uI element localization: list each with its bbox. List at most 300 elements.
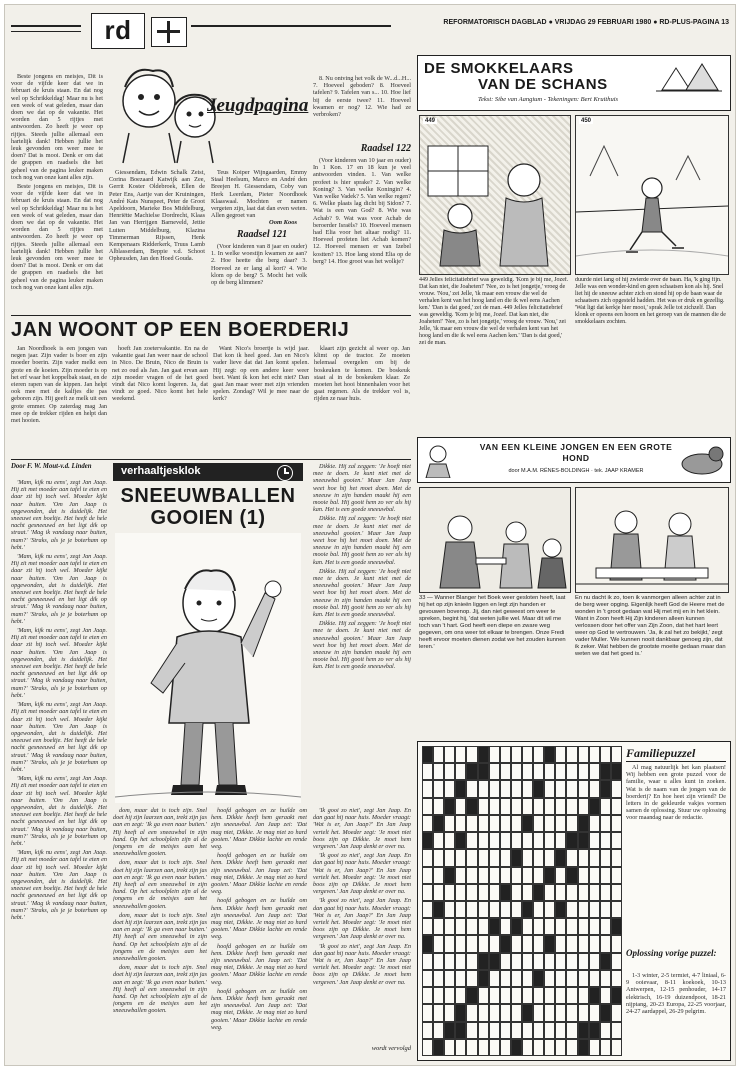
crossword-cell[interactable] — [489, 970, 500, 987]
crossword-cell[interactable] — [566, 884, 577, 901]
crossword-cell[interactable] — [566, 953, 577, 970]
crossword-cell[interactable] — [478, 798, 489, 815]
crossword-cell[interactable] — [589, 953, 600, 970]
crossword-cell[interactable] — [444, 849, 455, 866]
crossword-cell[interactable] — [478, 1039, 489, 1056]
crossword-cell[interactable] — [533, 746, 544, 763]
crossword-cell[interactable] — [533, 832, 544, 849]
crossword-cell[interactable] — [511, 798, 522, 815]
crossword-cell[interactable] — [444, 953, 455, 970]
crossword-cell[interactable] — [522, 953, 533, 970]
crossword-cell[interactable] — [555, 867, 566, 884]
crossword-cell[interactable] — [422, 798, 433, 815]
crossword-cell[interactable] — [511, 763, 522, 780]
crossword-cell[interactable] — [544, 798, 555, 815]
crossword-cell[interactable] — [489, 987, 500, 1004]
crossword-cell[interactable] — [444, 832, 455, 849]
crossword-cell[interactable] — [600, 884, 611, 901]
crossword-cell[interactable] — [555, 1004, 566, 1021]
smugglers-caption-450: duurde niet lang of hij zwierde over de baan. Ha, 'k ging fijn. Jelle was een wonder-kind en geen schaatsen kon als hij. Snel liet hij de sneeuw achter zich en stond hij op de baan waar de schaatsers zich opgesteld hadden. Het was er druk en gezellig. 'Wat ligt dat kerkje hier mooi,' sprak Jelle tot zichzelf. Dan klonk er opeens een hoorn en het geroep van de mannen die de smokkelaars zochten. — [575, 277, 726, 325]
crossword-cell[interactable] — [500, 746, 511, 763]
crossword-cell[interactable] — [522, 763, 533, 780]
crossword-cell[interactable] — [555, 918, 566, 935]
crossword-cell[interactable] — [466, 1004, 477, 1021]
crossword-cell[interactable] — [611, 832, 622, 849]
crossword-cell[interactable] — [466, 780, 477, 797]
crossword-cell[interactable] — [544, 1022, 555, 1039]
crossword-cell[interactable] — [522, 970, 533, 987]
crossword-cell[interactable] — [600, 849, 611, 866]
crossword-cell[interactable] — [589, 832, 600, 849]
crossword-cell[interactable] — [600, 987, 611, 1004]
smugglers-title-1: DE SMOKKELAARS — [424, 60, 574, 77]
crossword-cell[interactable] — [478, 1004, 489, 1021]
crossword-cell[interactable] — [466, 918, 477, 935]
crossword-cell[interactable] — [600, 1039, 611, 1056]
crossword-cell[interactable] — [533, 987, 544, 1004]
crossword-cell[interactable] — [489, 901, 500, 918]
crossword-cell[interactable] — [544, 901, 555, 918]
crossword-cell[interactable] — [455, 987, 466, 1004]
crossword-cell[interactable] — [511, 832, 522, 849]
crossword-cell[interactable] — [566, 746, 577, 763]
crossword-cell[interactable] — [600, 815, 611, 832]
crossword-cell[interactable] — [578, 935, 589, 952]
smugglers-header-illustration — [656, 60, 722, 94]
crossword-cell[interactable] — [578, 763, 589, 780]
crossword-cell[interactable] — [544, 884, 555, 901]
crossword-cell[interactable] — [522, 867, 533, 884]
crossword-cell[interactable] — [566, 798, 577, 815]
crossword-cell[interactable] — [578, 901, 589, 918]
crossword-black-cell — [578, 832, 589, 849]
crossword-cell[interactable] — [522, 918, 533, 935]
crossword-cell[interactable] — [500, 953, 511, 970]
crossword-cell[interactable] — [544, 1039, 555, 1056]
crossword-cell[interactable] — [511, 867, 522, 884]
crossword-cell[interactable] — [422, 953, 433, 970]
crossword-cell[interactable] — [455, 970, 466, 987]
crossword-cell[interactable] — [589, 884, 600, 901]
crossword-cell[interactable] — [422, 763, 433, 780]
crossword-black-cell — [433, 901, 444, 918]
crossword-cell[interactable] — [611, 1039, 622, 1056]
crossword-cell[interactable] — [566, 780, 577, 797]
crossword-cell[interactable] — [578, 780, 589, 797]
crossword-cell[interactable] — [489, 884, 500, 901]
crossword-cell[interactable] — [533, 867, 544, 884]
crossword-cell[interactable] — [489, 798, 500, 815]
crossword-cell[interactable] — [600, 746, 611, 763]
crossword-cell[interactable] — [422, 1004, 433, 1021]
crossword-cell[interactable] — [555, 780, 566, 797]
crossword-cell[interactable] — [478, 832, 489, 849]
crossword-cell[interactable] — [433, 867, 444, 884]
crossword-cell[interactable] — [422, 1022, 433, 1039]
crossword-cell[interactable] — [433, 935, 444, 952]
crossword-cell[interactable] — [533, 935, 544, 952]
crossword-cell[interactable] — [489, 849, 500, 866]
crossword-cell[interactable] — [511, 746, 522, 763]
crossword-cell[interactable] — [566, 1039, 577, 1056]
crossword-cell[interactable] — [500, 849, 511, 866]
crossword-cell[interactable] — [466, 970, 477, 987]
crossword-cell[interactable] — [533, 1022, 544, 1039]
crossword-cell[interactable] — [589, 1039, 600, 1056]
crossword-cell[interactable] — [589, 849, 600, 866]
crossword-cell[interactable] — [511, 1022, 522, 1039]
crossword-cell[interactable] — [522, 849, 533, 866]
crossword-cell[interactable] — [500, 763, 511, 780]
crossword-cell[interactable] — [611, 970, 622, 987]
crossword-black-cell — [511, 849, 522, 866]
crossword-cell[interactable] — [466, 1022, 477, 1039]
crossword-cell[interactable] — [455, 901, 466, 918]
smugglers-credits: Tekst: Sibe van Aangium - Tekeningen: Bert Kruithuis — [478, 96, 619, 103]
crossword-cell[interactable] — [500, 970, 511, 987]
crossword-cell[interactable] — [444, 763, 455, 780]
crossword-cell[interactable] — [522, 987, 533, 1004]
crossword-cell[interactable] — [589, 935, 600, 952]
crossword-cell[interactable] — [455, 763, 466, 780]
smugglers-panel-450 — [575, 115, 729, 275]
crossword-cell[interactable] — [533, 798, 544, 815]
crossword-cell[interactable] — [500, 1004, 511, 1021]
crossword-cell[interactable] — [466, 953, 477, 970]
youth-page-title: Jeugdpagina — [207, 95, 309, 116]
crossword-cell[interactable] — [566, 901, 577, 918]
crossword-cell[interactable] — [455, 953, 466, 970]
crossword-black-cell — [478, 746, 489, 763]
crossword-cell[interactable] — [533, 763, 544, 780]
crossword-cell[interactable] — [600, 970, 611, 987]
crossword-cell[interactable] — [555, 884, 566, 901]
crossword-cell[interactable] — [433, 1022, 444, 1039]
crossword-black-cell — [600, 1004, 611, 1021]
crossword-cell[interactable] — [589, 867, 600, 884]
crossword-cell[interactable] — [511, 901, 522, 918]
crossword-cell[interactable] — [433, 970, 444, 987]
crossword-cell[interactable] — [511, 815, 522, 832]
crossword-cell[interactable] — [489, 763, 500, 780]
crossword-cell[interactable] — [466, 1039, 477, 1056]
crossword-cell[interactable] — [522, 832, 533, 849]
crossword-cell[interactable] — [511, 935, 522, 952]
crossword-cell[interactable] — [433, 884, 444, 901]
crossword-cell[interactable] — [489, 1004, 500, 1021]
crossword-cell[interactable] — [578, 953, 589, 970]
crossword-cell[interactable] — [555, 798, 566, 815]
crossword-cell[interactable] — [433, 849, 444, 866]
crossword-cell[interactable] — [444, 987, 455, 1004]
youth-names-list: Giessendam, Edwin Schalk Zeist, Corina Boezaard Katwijk aan Zee, Gerrit Koster Oldebroek, Ellen de Peter Ens, Aartje van der Kruiningen, André Kats Nunspeet, Peter de Groot Apeldoorn, Marieke Bos Middelburg, Henriëtte Machielse Dordrecht, Klaas Jan van Herrijgen Barneveld, Jettie Luiten Middelburg, Klazina Timmerman Rijssen, Henk Kempenaars Ridderkerk, Truus Lamb Alblasserdam, Beppie v.d. Schoot Opheusden, Jan den Hoed Gouda. — [109, 169, 205, 263]
crossword-cell[interactable] — [500, 987, 511, 1004]
small-boy-comic — [417, 437, 729, 737]
crossword-cell[interactable] — [511, 987, 522, 1004]
crossword-cell[interactable] — [544, 953, 555, 970]
crossword-cell[interactable] — [555, 1022, 566, 1039]
crossword-cell[interactable] — [589, 746, 600, 763]
crossword-cell[interactable] — [611, 901, 622, 918]
crossword-cell[interactable] — [533, 849, 544, 866]
crossword-cell[interactable] — [544, 970, 555, 987]
crossword-cell[interactable] — [544, 780, 555, 797]
crossword-cell[interactable] — [589, 763, 600, 780]
crossword-grid[interactable] — [422, 746, 622, 1056]
crossword-cell[interactable] — [589, 918, 600, 935]
crossword-cell[interactable] — [566, 815, 577, 832]
crossword-cell[interactable] — [455, 798, 466, 815]
page-section: RD-PLUS-PAGINA 13 — [659, 19, 729, 26]
crossword-cell[interactable] — [511, 1004, 522, 1021]
crossword-cell[interactable] — [478, 1022, 489, 1039]
crossword-cell[interactable] — [478, 780, 489, 797]
crossword-cell[interactable] — [544, 987, 555, 1004]
crossword-cell[interactable] — [555, 763, 566, 780]
crossword-black-cell — [500, 884, 511, 901]
crossword-cell[interactable] — [500, 798, 511, 815]
crossword-cell[interactable] — [433, 987, 444, 1004]
crossword-cell[interactable] — [522, 798, 533, 815]
crossword-cell[interactable] — [455, 1039, 466, 1056]
crossword-cell[interactable] — [500, 867, 511, 884]
crossword-cell[interactable] — [533, 953, 544, 970]
crossword-cell[interactable] — [611, 953, 622, 970]
crossword-cell[interactable] — [478, 987, 489, 1004]
crossword-cell[interactable] — [578, 849, 589, 866]
riddle-list-a: 8. Nu ontving het volk de W...d...H... 7. Hoeveel geboden? 8. Hoeveel tafelen? 9. Tafelen van s... 10. Hoe lief bij de eerste twee? 11. Hoeveel kwamen er nog? 12. Wie had ze verbroken? — [313, 75, 411, 119]
crossword-cell[interactable] — [566, 1022, 577, 1039]
crossword-cell[interactable] — [533, 901, 544, 918]
crossword-cell[interactable] — [578, 1004, 589, 1021]
crossword-cell[interactable] — [611, 780, 622, 797]
crossword-cell[interactable] — [422, 918, 433, 935]
crossword-cell[interactable] — [544, 815, 555, 832]
crossword-cell[interactable] — [600, 901, 611, 918]
crossword-cell[interactable] — [522, 935, 533, 952]
crossword-cell[interactable] — [589, 970, 600, 987]
crossword-cell[interactable] — [422, 901, 433, 918]
crossword-cell[interactable] — [500, 1022, 511, 1039]
crossword-cell[interactable] — [455, 815, 466, 832]
crossword-cell[interactable] — [466, 901, 477, 918]
crossword-cell[interactable] — [578, 867, 589, 884]
crossword-cell[interactable] — [555, 953, 566, 970]
crossword-cell[interactable] — [522, 780, 533, 797]
crossword-cell[interactable] — [600, 918, 611, 935]
crossword-cell[interactable] — [489, 867, 500, 884]
crossword-cell[interactable] — [433, 746, 444, 763]
crossword-cell[interactable] — [566, 763, 577, 780]
crossword-cell[interactable] — [600, 935, 611, 952]
crossword-cell[interactable] — [489, 780, 500, 797]
crossword-cell[interactable] — [500, 918, 511, 935]
crossword-cell[interactable] — [611, 935, 622, 952]
crossword-cell[interactable] — [555, 987, 566, 1004]
crossword-cell[interactable] — [422, 849, 433, 866]
crossword-cell[interactable] — [600, 867, 611, 884]
crossword-cell[interactable] — [444, 780, 455, 797]
crossword-cell[interactable] — [566, 1004, 577, 1021]
crossword-cell[interactable] — [589, 901, 600, 918]
crossword-cell[interactable] — [444, 918, 455, 935]
crossword-cell[interactable] — [566, 918, 577, 935]
crossword-cell[interactable] — [611, 746, 622, 763]
crossword-cell[interactable] — [444, 935, 455, 952]
crossword-cell[interactable] — [566, 849, 577, 866]
crossword-cell[interactable] — [566, 935, 577, 952]
crossword-cell[interactable] — [455, 935, 466, 952]
crossword-cell[interactable] — [478, 884, 489, 901]
crossword-cell[interactable] — [611, 815, 622, 832]
crossword-cell[interactable] — [444, 746, 455, 763]
crossword-cell[interactable] — [422, 815, 433, 832]
crossword-black-cell — [489, 918, 500, 935]
crossword-cell[interactable] — [533, 1004, 544, 1021]
crossword-cell[interactable] — [589, 1004, 600, 1021]
crossword-cell[interactable] — [455, 746, 466, 763]
crossword-cell[interactable] — [478, 867, 489, 884]
crossword-cell[interactable] — [500, 815, 511, 832]
crossword-cell[interactable] — [455, 884, 466, 901]
crossword-cell[interactable] — [489, 935, 500, 952]
crossword-cell[interactable] — [578, 918, 589, 935]
crossword-cell[interactable] — [533, 918, 544, 935]
crossword-cell[interactable] — [611, 884, 622, 901]
crossword-cell[interactable] — [455, 918, 466, 935]
crossword-cell[interactable] — [555, 1039, 566, 1056]
crossword-cell[interactable] — [611, 1022, 622, 1039]
crossword-cell[interactable] — [478, 849, 489, 866]
crossword-cell[interactable] — [500, 1039, 511, 1056]
crossword-black-cell — [589, 987, 600, 1004]
crossword-cell[interactable] — [433, 780, 444, 797]
crossword-cell[interactable] — [578, 798, 589, 815]
crossword-cell[interactable] — [566, 970, 577, 987]
crossword-cell[interactable] — [611, 867, 622, 884]
crossword-cell[interactable] — [422, 780, 433, 797]
crossword-cell[interactable] — [444, 1004, 455, 1021]
crossword-cell[interactable] — [444, 884, 455, 901]
crossword-black-cell — [533, 884, 544, 901]
crossword-cell[interactable] — [422, 867, 433, 884]
crossword-cell[interactable] — [578, 884, 589, 901]
crossword-cell[interactable] — [489, 746, 500, 763]
crossword-cell[interactable] — [444, 1039, 455, 1056]
crossword-cell[interactable] — [533, 815, 544, 832]
crossword-cell[interactable] — [444, 970, 455, 987]
crossword-cell[interactable] — [544, 763, 555, 780]
crossword-cell[interactable] — [511, 780, 522, 797]
crossword-cell[interactable] — [466, 832, 477, 849]
crossword-black-cell — [544, 867, 555, 884]
crossword-cell[interactable] — [600, 798, 611, 815]
rd-logo: rd — [91, 13, 145, 49]
crossword-cell[interactable] — [578, 746, 589, 763]
crossword-cell[interactable] — [522, 1022, 533, 1039]
crossword-cell[interactable] — [566, 987, 577, 1004]
crossword-cell[interactable] — [555, 746, 566, 763]
crossword-cell[interactable] — [555, 832, 566, 849]
crossword-cell[interactable] — [533, 1039, 544, 1056]
smugglers-panel-449 — [419, 115, 571, 275]
crossword-cell[interactable] — [466, 849, 477, 866]
crossword-cell[interactable] — [544, 1004, 555, 1021]
crossword-cell[interactable] — [500, 832, 511, 849]
crossword-cell[interactable] — [466, 815, 477, 832]
crossword-cell[interactable] — [611, 849, 622, 866]
crossword-cell[interactable] — [422, 884, 433, 901]
crossword-cell[interactable] — [433, 953, 444, 970]
crossword-cell[interactable] — [589, 780, 600, 797]
crossword-cell[interactable] — [489, 832, 500, 849]
crossword-cell[interactable] — [511, 970, 522, 987]
crossword-cell[interactable] — [455, 849, 466, 866]
crossword-cell[interactable] — [600, 1022, 611, 1039]
family-puzzle — [417, 741, 731, 1061]
crossword-cell[interactable] — [544, 849, 555, 866]
crossword-cell[interactable] — [466, 746, 477, 763]
crossword-cell[interactable] — [555, 815, 566, 832]
crossword-cell[interactable] — [489, 1022, 500, 1039]
crossword-cell[interactable] — [600, 832, 611, 849]
crossword-cell[interactable] — [422, 1039, 433, 1056]
crossword-cell[interactable] — [555, 935, 566, 952]
crossword-cell[interactable] — [511, 953, 522, 970]
crossword-black-cell — [578, 1022, 589, 1039]
crossword-cell[interactable] — [433, 1004, 444, 1021]
crossword-cell[interactable] — [489, 815, 500, 832]
crossword-cell[interactable] — [500, 780, 511, 797]
crossword-cell[interactable] — [478, 901, 489, 918]
crossword-cell[interactable] — [500, 901, 511, 918]
crossword-cell[interactable] — [522, 884, 533, 901]
crossword-cell[interactable] — [478, 815, 489, 832]
crossword-cell[interactable] — [422, 970, 433, 987]
crossword-cell[interactable] — [522, 1039, 533, 1056]
crossword-cell[interactable] — [611, 798, 622, 815]
crossword-cell[interactable] — [433, 832, 444, 849]
crossword-cell[interactable] — [589, 815, 600, 832]
crossword-cell[interactable] — [478, 935, 489, 952]
crossword-cell[interactable] — [478, 918, 489, 935]
crossword-cell[interactable] — [611, 1004, 622, 1021]
crossword-cell[interactable] — [466, 867, 477, 884]
clock-icon — [277, 465, 293, 481]
crossword-cell[interactable] — [511, 884, 522, 901]
crossword-cell[interactable] — [433, 918, 444, 935]
riddle-121-text: (Voor kinderen van 8 jaar en ouder) 1. In welke woestijn kwamen ze aan? 2. Hoe heette die berg daar? 3. Hoeveel ze er lang al kort? 4. Wie klom op de berg? 5. Mocht het volk op de berg klimmen? — [211, 243, 307, 287]
crossword-cell[interactable] — [522, 746, 533, 763]
crossword-cell[interactable] — [433, 763, 444, 780]
crossword-cell[interactable] — [444, 901, 455, 918]
crossword-cell[interactable] — [444, 815, 455, 832]
crossword-cell[interactable] — [578, 987, 589, 1004]
crossword-cell[interactable] — [578, 970, 589, 987]
crossword-cell[interactable] — [422, 987, 433, 1004]
crossword-cell[interactable] — [544, 832, 555, 849]
story-col-3: dom, maar dat is toch zijn. Snel doet hij zijn laarzen aan, trekt zijn jas aan en zegt: 'Ik ga even naar buiten.' Hij heeft al een sneeuwbal in zijn hand. Op het schoolplein zijn al de jongens en de meisjes aan het sneeuwballen gooien. dom, maar dat is toch zijn. Snel doet hij zijn laarzen aan, trekt zijn jas aan en zegt: 'Ik ga even naar buiten.' Hij heeft al een sneeuwbal in zijn hand. Op het schoolplein zijn al de jongens en de meisjes aan het sneeuwballen gooien. dom, maar dat is toch zijn. Snel doet hij zijn laarzen aan, trekt zijn jas aan en zegt: 'Ik ga even naar buiten.' Hij heeft al een sneeuwbal in zijn hand. Op het schoolplein zijn al de jongens en de meisjes aan het sneeuwballen gooien. dom, maar dat is toch zijn. Snel doet hij zijn laarzen aan, trekt zijn jas aan en zegt: 'Ik ga even naar buiten.' Hij heeft al een sneeuwbal in zijn hand. Op het schoolplein zijn al de jongens en de meisjes aan het sneeuwballen gooien. — [113, 807, 207, 1015]
crossword-cell[interactable] — [466, 935, 477, 952]
smugglers-title-2: VAN DE SCHANS — [478, 76, 608, 93]
crossword-cell[interactable] — [544, 918, 555, 935]
crossword-cell[interactable] — [455, 867, 466, 884]
crossword-black-cell — [522, 1004, 533, 1021]
crossword-cell[interactable] — [489, 1039, 500, 1056]
crossword-cell[interactable] — [433, 798, 444, 815]
crossword-cell[interactable] — [555, 970, 566, 987]
crossword-cell[interactable] — [466, 884, 477, 901]
